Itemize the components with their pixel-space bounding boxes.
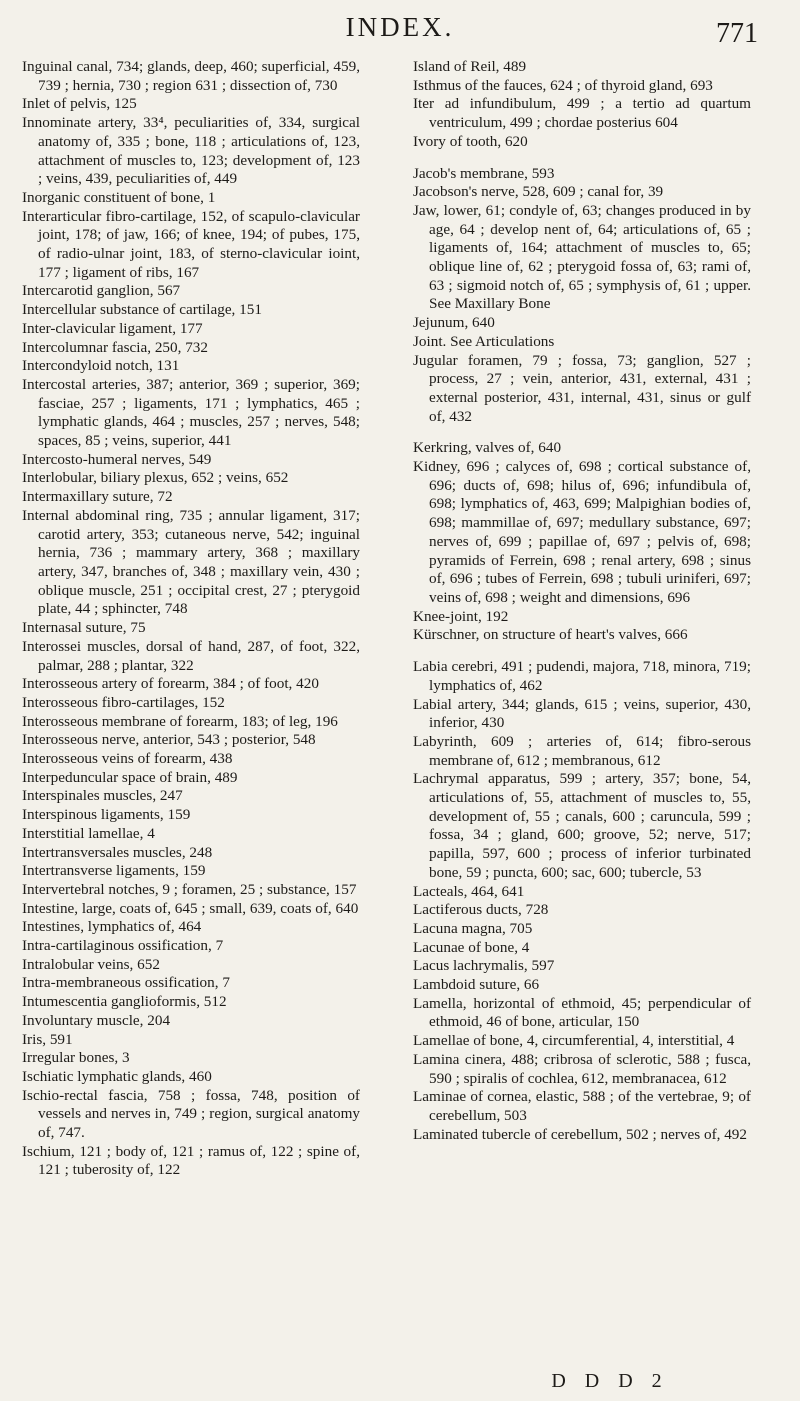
entry-group-l (413, 658, 751, 1144)
index-entry: Ischium, 121 ; body of, 121 ; ramus of, 122 ; spine of, 121 ; tuberosity of, 122 (22, 1142, 360, 1179)
index-entry: Intermaxillary suture, 72 (22, 488, 173, 506)
index-entry: Intra-membraneous ossification, 7 (22, 974, 230, 992)
index-entry: Interosseous veins of forearm, 438 (22, 750, 233, 768)
signature-mark: D D D 2 (551, 1370, 669, 1392)
index-column-right (413, 58, 751, 1144)
index-entry: Intertransverse ligaments, 159 (22, 862, 206, 880)
index-entry: Lactiferous ducts, 728 (413, 901, 549, 919)
entry-group-k (413, 439, 751, 645)
index-entry: Interarticular fibro-cartilage, 152, of scapulo-clavicular joint, 178; of jaw, 166; of knee, 194; of pubes, 175, of radio-ulnar joint, 183, of sterno-clavicular ioint, 177 ; ligament of ribs, 167 (22, 207, 360, 281)
index-entry: Laminae of cornea, elastic, 588 ; of the vertebrae, 9; of cerebellum, 503 (413, 1088, 751, 1124)
index-entry: Intumescentia ganglioformis, 512 (22, 993, 227, 1011)
index-entry: Interossei muscles, dorsal of hand, 287, of foot, 322, palmar, 288 ; plantar, 322 (22, 637, 360, 674)
index-entry: Internasal suture, 75 (22, 619, 146, 637)
index-entry: Lachrymal apparatus, 599 ; artery, 357; bone, 54, articulations of, 55, attachment of muscles to, 55, development of, 55 ; canals, 600 ; caruncula, 599 ; fossa, 34 ; gland, 600; groove, 52; nerve, 517; papilla, 597, 600 ; process of inferior turbinated bone, 59 ; puncta, 600; sac, 600; tubercle, 53 (413, 770, 751, 881)
index-entry: Interspinales muscles, 247 (22, 787, 183, 805)
index-entry: Interlobular, biliary plexus, 652 ; veins, 652 (22, 469, 289, 487)
index-entry: Inlet of pelvis, 125 (22, 95, 137, 113)
page-header (0, 8, 800, 48)
index-entry: Interspinous ligaments, 159 (22, 806, 191, 824)
page-number: 771 (716, 18, 758, 49)
index-entry: Intestine, large, coats of, 645 ; small, 639, coats of, 640 (22, 899, 359, 917)
index-entry: Iris, 591 (22, 1030, 73, 1048)
index-entry: Ischio-rectal fascia, 758 ; fossa, 748, position of vessels and nerves in, 749 ; region, surgical anatomy of, 747. (22, 1086, 360, 1142)
index-column-left (22, 58, 360, 1180)
index-entry: Intralobular veins, 652 (22, 955, 160, 973)
index-entry: Iter ad infundibulum, 499 ; a tertio ad quartum ventriculum, 499 ; chordae posterius 604 (413, 95, 751, 132)
index-entry: Lamina cinera, 488; cribrosa of sclerotic, 588 ; fusca, 590 ; spiralis of cochlea, 612, membranacea, 612 (413, 1050, 751, 1087)
index-entry: Knee-joint, 192 (413, 607, 509, 625)
index-entry: Intra-cartilaginous ossification, 7 (22, 937, 224, 955)
index-entry: Intercolumnar fascia, 250, 732 (22, 338, 208, 356)
index-entry: Interosseous artery of forearm, 384 ; of foot, 420 (22, 675, 319, 693)
index-entry: Interpeduncular space of brain, 489 (22, 768, 238, 786)
index-entry: Innominate artery, 33⁴, peculiarities of, 334, surgical anatomy of, 335 ; bone, 118 ; articulations of, 123, attachment of muscles to, 123; development of, 123 ; veins, 439, peculiarities of, 449 (22, 114, 360, 188)
index-entry: Island of Reil, 489 (413, 58, 527, 75)
entry-list-i-left (22, 58, 360, 1180)
entry-group-i (413, 58, 751, 152)
index-entry: Lambdoid suture, 66 (413, 976, 540, 994)
index-entry: Intercostal arteries, 387; anterior, 369 ; superior, 369; fasciae, 257 ; ligaments, 171 ; lymphatics, 465 ; lymphatic glands, 464 ; muscles, 257 ; nerves, 548; spaces, 85 ; veins, superior, 441 (22, 375, 360, 450)
index-entry: Inter-clavicular ligament, 177 (22, 319, 203, 337)
index-entry: Labial artery, 344; glands, 615 ; veins, superior, 430, inferior, 430 (413, 695, 751, 732)
index-entry: Jacob's membrane, 593 (413, 164, 555, 182)
index-entry: Intercondyloid notch, 131 (22, 357, 180, 375)
index-entry: Internal abdominal ring, 735 ; annular ligament, 317; carotid artery, 353; cutaneous nerve, 542; inguinal hernia, 736 ; mammary artery, 368 ; maxillary artery, 347, branches of, 348 ; maxillary vein, 430 ; oblique muscle, 251 ; occipital crest, 27 ; pterygoid plate, 44 ; sphincter, 748 (22, 506, 360, 618)
index-entry: Intercellular substance of cartilage, 151 (22, 301, 262, 319)
index-entry: Lacunae of bone, 4 (413, 938, 530, 956)
index-entry: Inguinal canal, 734; glands, deep, 460; superficial, 459, 739 ; hernia, 730 ; region 631 ; dissection of, 730 (22, 58, 360, 94)
index-entry: Intestines, lymphatics of, 464 (22, 918, 202, 936)
index-entry: Interosseous nerve, anterior, 543 ; posterior, 548 (22, 731, 316, 749)
index-entry: Inorganic constituent of bone, 1 (22, 188, 216, 206)
index-entry: Labia cerebri, 491 ; pudendi, majora, 718, minora, 719; lymphatics of, 462 (413, 658, 751, 694)
index-entry: Isthmus of the fauces, 624 ; of thyroid gland, 693 (413, 76, 713, 94)
index-entry: Intercarotid ganglion, 567 (22, 282, 181, 300)
entry-group-j (413, 165, 751, 427)
index-entry: Lamella, horizontal of ethmoid, 45; perpendicular of ethmoid, 46 of bone, articular, 150 (413, 994, 751, 1031)
index-entry: Lacus lachrymalis, 597 (413, 957, 555, 975)
index-entry: Involuntary muscle, 204 (22, 1011, 171, 1029)
index-entry: Lacuna magna, 705 (413, 919, 533, 937)
index-entry: Irregular bones, 3 (22, 1049, 130, 1067)
index-entry: Lamellae of bone, 4, circumferential, 4, interstitial, 4 (413, 1032, 735, 1050)
index-entry: Joint. See Articulations (413, 332, 555, 350)
index-entry: Interosseous membrane of forearm, 183; of leg, 196 (22, 712, 338, 730)
index-entry: Jacobson's nerve, 528, 609 ; canal for, 39 (413, 183, 664, 201)
index-entry: Interosseous fibro-cartilages, 152 (22, 693, 225, 711)
page-title: INDEX. (345, 12, 455, 42)
index-entry: Lacteals, 464, 641 (413, 882, 525, 900)
index-entry: Ischiatic lymphatic glands, 460 (22, 1067, 212, 1085)
index-entry: Intercosto-humeral nerves, 549 (22, 450, 212, 468)
index-entry: Jaw, lower, 61; condyle of, 63; changes produced in by age, 64 ; develop nent of, 64; articulations of, 65 ; ligaments of, 164; attachment of muscles to, 65; oblique line of, 62 ; pterygoid fossa of, 63; rami of, 63 ; sigmoid notch of, 65 ; symphysis of, 61 ; upper. See Maxillary Bone (413, 201, 751, 313)
index-entry: Interstitial lamellae, 4 (22, 824, 155, 842)
index-entry: Intertransversales muscles, 248 (22, 843, 213, 861)
index-entry: Intervertebral notches, 9 ; foramen, 25 ; substance, 157 (22, 880, 357, 898)
index-entry: Jejunum, 640 (413, 314, 495, 332)
index-entry: Labyrinth, 609 ; arteries of, 614; fibro-serous membrane of, 612 ; membranous, 612 (413, 732, 751, 769)
index-entry: Laminated tubercle of cerebellum, 502 ; nerves of, 492 (413, 1125, 747, 1143)
index-entry: Kürschner, on structure of heart's valves, 666 (413, 626, 688, 644)
index-entry: Jugular foramen, 79 ; fossa, 73; ganglion, 527 ; process, 27 ; vein, anterior, 431, external, 431 ; external posterior, 431, internal, 431, sinus or gulf of, 432 (413, 351, 751, 425)
index-entry: Ivory of tooth, 620 (413, 132, 528, 150)
index-entry: Kidney, 696 ; calyces of, 698 ; cortical substance of, 696; ducts of, 698; hilus of, 696; infundibula of, 698; lymphatics of, 463, 699; Malpighian bodies of, 698; mammillae of, 697; medullary substance, 697; nerves of, 699 ; papillae of, 697 ; pelvis of, 698; pyramids of Ferrein, 698 ; renal artery, 698 ; sinus of, 696 ; tubes of Ferrein, 698 ; tubuli uriniferi, 697; veins of, 698 ; weight and dimensions, 696 (413, 458, 751, 606)
index-entry: Kerkring, valves of, 640 (413, 439, 562, 457)
